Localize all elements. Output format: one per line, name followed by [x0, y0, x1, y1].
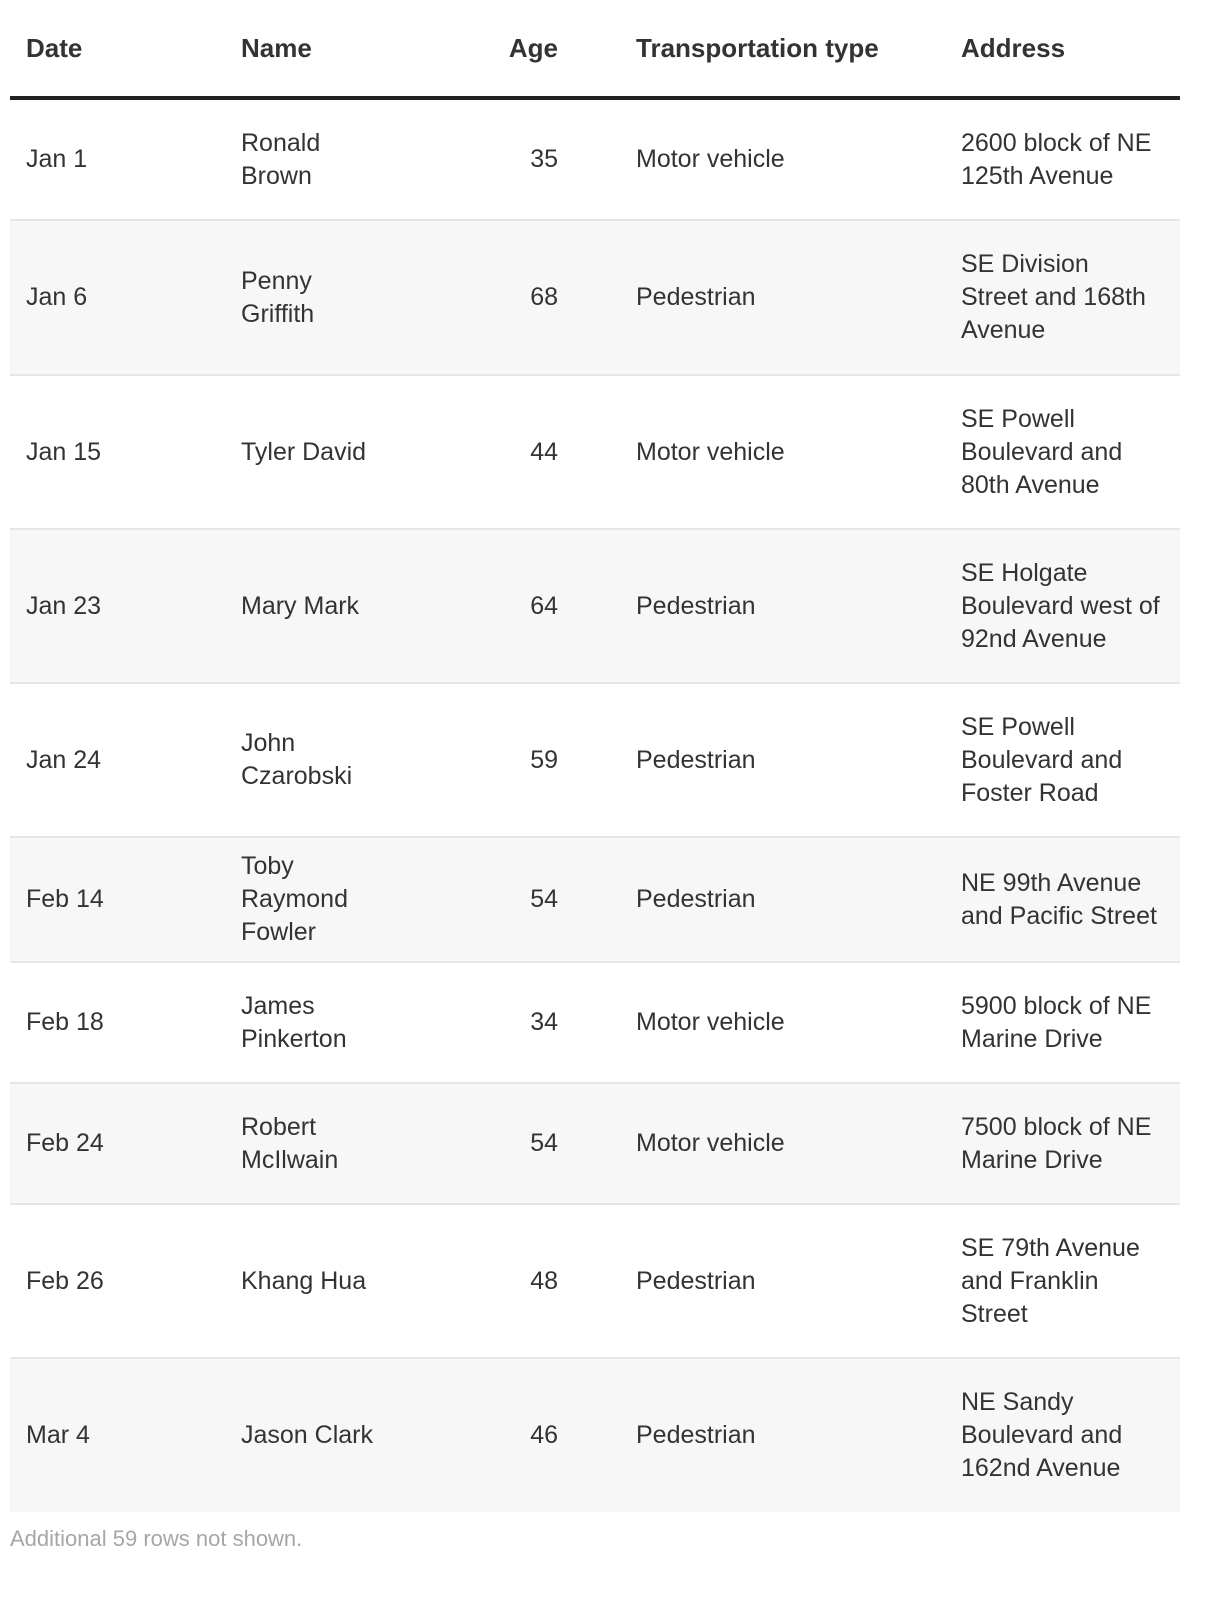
cell-age: 48 [440, 1204, 620, 1358]
cell-address: 5900 block of NE Marine Drive [945, 962, 1180, 1083]
cell-name: Penny Griffith [225, 220, 440, 375]
table-header [10, 0, 1180, 98]
cell-date: Jan 15 [10, 375, 225, 529]
table-row [10, 1083, 1180, 1204]
fatalities-table [10, 0, 1180, 1512]
cell-date: Jan 23 [10, 529, 225, 683]
cell-date: Jan 24 [10, 683, 225, 837]
column-header-age[interactable]: Age [440, 0, 620, 98]
cell-age: 59 [440, 683, 620, 837]
cell-transportation-type: Motor vehicle [620, 1083, 945, 1204]
cell-age: 68 [440, 220, 620, 375]
table-body [10, 98, 1180, 1512]
cell-address: SE Holgate Boulevard west of 92nd Avenue [945, 529, 1180, 683]
cell-name: Jason Clark [225, 1358, 440, 1512]
cell-name: Toby Raymond Fowler [225, 837, 440, 962]
cell-age: 46 [440, 1358, 620, 1512]
cell-date: Feb 18 [10, 962, 225, 1083]
cell-name: John Czarobski [225, 683, 440, 837]
cell-address: NE Sandy Boulevard and 162nd Avenue [945, 1358, 1180, 1512]
cell-transportation-type: Pedestrian [620, 683, 945, 837]
cell-address: SE Division Street and 168th Avenue [945, 220, 1180, 375]
table-row [10, 98, 1180, 220]
cell-transportation-type: Pedestrian [620, 1358, 945, 1512]
cell-transportation-type: Motor vehicle [620, 375, 945, 529]
cell-date: Feb 24 [10, 1083, 225, 1204]
table-row [10, 375, 1180, 529]
cell-transportation-type: Motor vehicle [620, 98, 945, 220]
cell-date: Mar 4 [10, 1358, 225, 1512]
cell-date: Jan 1 [10, 98, 225, 220]
cell-address: 2600 block of NE 125th Avenue [945, 98, 1180, 220]
cell-name: Robert McIlwain [225, 1083, 440, 1204]
table-row [10, 220, 1180, 375]
cell-date: Feb 14 [10, 837, 225, 962]
cell-age: 64 [440, 529, 620, 683]
column-header-name[interactable]: Name [225, 0, 440, 98]
data-table-container [10, 0, 1180, 1512]
cell-date: Feb 26 [10, 1204, 225, 1358]
cell-name: James Pinkerton [225, 962, 440, 1083]
table-row [10, 962, 1180, 1083]
cell-age: 44 [440, 375, 620, 529]
cell-address: NE 99th Avenue and Pacific Street [945, 837, 1180, 962]
cell-name: Tyler David [225, 375, 440, 529]
table-row [10, 837, 1180, 962]
cell-transportation-type: Pedestrian [620, 1204, 945, 1358]
table-row [10, 529, 1180, 683]
cell-address: SE Powell Boulevard and 80th Avenue [945, 375, 1180, 529]
cell-age: 54 [440, 1083, 620, 1204]
cell-age: 54 [440, 837, 620, 962]
table-row [10, 1358, 1180, 1512]
cell-name: Mary Mark [225, 529, 440, 683]
cell-age: 35 [440, 98, 620, 220]
rows-hidden-note: Additional 59 rows not shown. [10, 1526, 303, 1551]
header-row [10, 0, 1180, 98]
cell-address: 7500 block of NE Marine Drive [945, 1083, 1180, 1204]
cell-transportation-type: Motor vehicle [620, 962, 945, 1083]
cell-transportation-type: Pedestrian [620, 837, 945, 962]
cell-name: Khang Hua [225, 1204, 440, 1358]
table-row [10, 1204, 1180, 1358]
table-row [10, 683, 1180, 837]
column-header-transportation-type[interactable]: Transportation type [620, 0, 945, 98]
cell-date: Jan 6 [10, 220, 225, 375]
cell-age: 34 [440, 962, 620, 1083]
cell-transportation-type: Pedestrian [620, 220, 945, 375]
cell-transportation-type: Pedestrian [620, 529, 945, 683]
column-header-date[interactable]: Date [10, 0, 225, 98]
column-header-address[interactable]: Address [945, 0, 1180, 98]
cell-address: SE Powell Boulevard and Foster Road [945, 683, 1180, 837]
cell-address: SE 79th Avenue and Franklin Street [945, 1204, 1180, 1358]
cell-name: Ronald Brown [225, 98, 440, 220]
